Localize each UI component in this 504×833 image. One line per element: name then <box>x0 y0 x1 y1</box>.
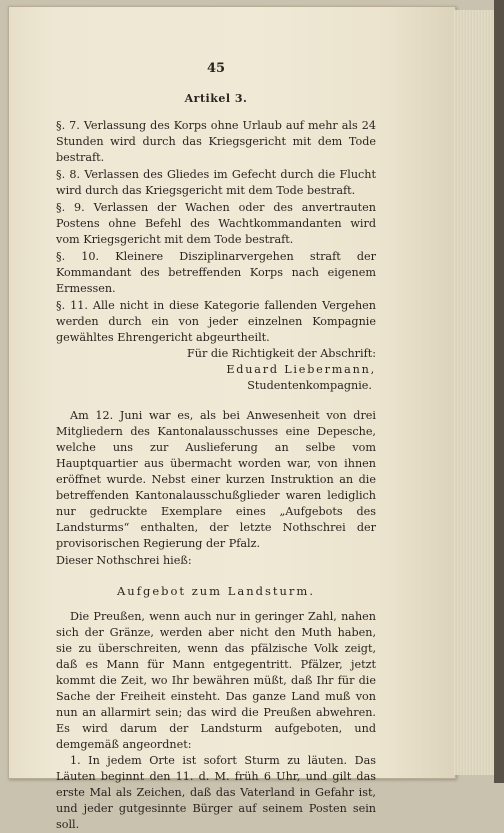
narrative-paragraph: Am 12. Juni war es, als bei Anwesenheit von drei Mitgliedern des Kantonalausschusses eine Depesche, welche uns zur Auslieferung an selbe vom Hauptquartier aus übermacht worden war, von ihnen eröffnet wurde. Nebst einer kurzen Instruktion an die betreffenden Kantonalausschußglieder waren lediglich nur gedruckte Exemplare eines „Aufgebots des Landsturms“ enthalten, der letzte Nothschrei der provisorischen Regierung der Pfalz. <box>56 409 376 550</box>
proclamation-title: Aufgebot zum Landsturm. <box>117 584 315 598</box>
article-paragraph-11: §. 11. Alle nicht in diese Kategorie fallenden Vergehen werden durch ein von jeder einzelnen Kompagnie gewähltes Ehrengericht abgeurtheilt. <box>56 299 376 344</box>
signature-unit: Studentenkompagnie. <box>247 379 372 392</box>
article-paragraph-9: §. 9. Verlassen der Wachen oder des anvertrauten Postens ohne Befehl des Wachtkommandanten wird vom Kriegsgericht mit dem Tode bestraft. <box>56 201 376 246</box>
page-edges <box>454 10 495 775</box>
article-paragraph-10: §. 10. Kleinere Disziplinarvergehen straft der Kommandant des betreffenden Korps nach eigenem Ermessen. <box>56 250 376 295</box>
attestation-line: Für die Richtigkeit der Abschrift: <box>187 347 376 360</box>
article-heading: Artikel 3. <box>184 92 248 105</box>
proclamation-item-1: 1. In jedem Orte ist sofort Sturm zu läuten. Das Läuten beginnt den 11. d. M. früh 6 Uhr, und gilt das erste Mal als Zeichen, daß das Vaterland in Gefahr ist, und jeder gutgesinnte Bürger auf seinem Posten sein soll. <box>56 754 376 831</box>
narrative-end: Dieser Nothschrei hieß: <box>56 554 192 567</box>
signature-name: Eduard Liebermann, <box>226 363 376 376</box>
spacer <box>56 394 376 408</box>
article-paragraph-8: §. 8. Verlassen des Gliedes im Gefecht durch die Flucht wird durch das Kriegsgericht mit dem Tode bestraft. <box>56 168 376 197</box>
proclamation-paragraph: Die Preußen, wenn auch nur in geringer Zahl, nahen sich der Gränze, werden aber nicht den Muth haben, sie zu überschreiten, wenn das pfälzische Volk zeigt, daß es Mann für Mann entgegentritt. Pfälzer, jetzt kommt die Zeit, wo Ihr bewähren müßt, daß Ihr für die Sache der Freiheit einsteht. Das ganze Land muß von nun an allarmirt sein; das wird die Preußen abwehren. Es wird darum der Landsturm aufgeboten, und demgemäß angeordnet: <box>56 610 376 751</box>
article-paragraph-7: §. 7. Verlassung des Korps ohne Urlaub auf mehr als 24 Stunden wird durch das Kriegsgericht mit dem Tode bestraft. <box>56 119 376 164</box>
page-content <box>56 61 376 833</box>
page-number: 45 <box>206 61 226 76</box>
book-cover-edge <box>494 0 504 783</box>
